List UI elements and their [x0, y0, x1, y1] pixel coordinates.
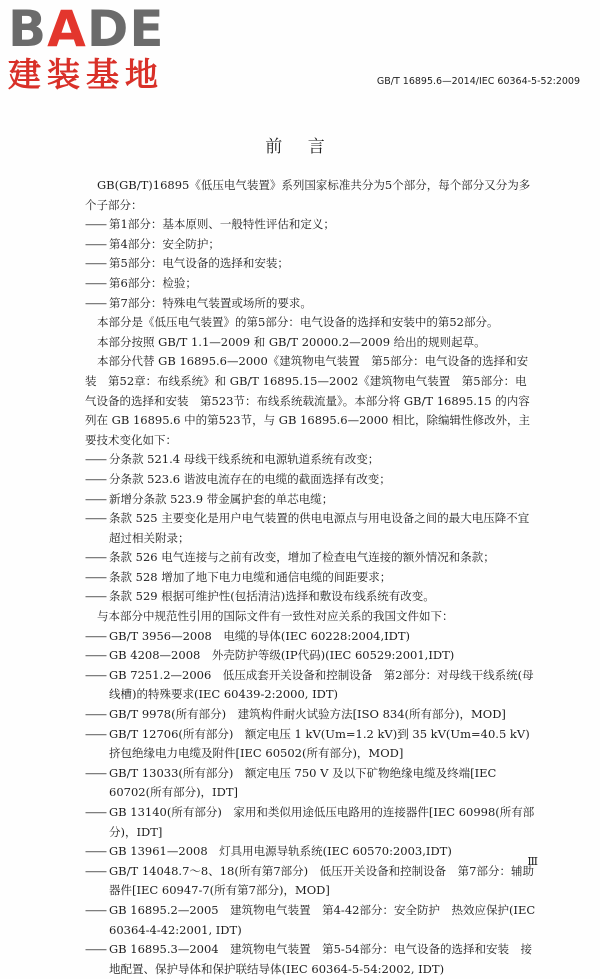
list-item: —— 条款 529 根据可维护性(包括清洁)选择和敷设布线系统有改变。	[85, 587, 537, 607]
list-item: —— GB/T 3956—2008 电缆的导体(IEC 60228:2004,IDT)	[85, 627, 537, 647]
logo-wordmark: BADE	[8, 0, 165, 58]
page-title: 前 言	[265, 137, 335, 157]
paragraph: 本部分代替 GB 16895.6—2000《建筑物电气装置 第5部分：电气设备的选择和安装 第52章：布线系统》和 GB/T 16895.15—2002《建筑物电气装置 第5部分：电气设备的选择和安装 第523节：布线系统载流量》。本部分将 GB/T 16895.15 的内容列在 GB 16895.6 中的第523节，与 GB 16895.6—2000 相比，除编辑性修改外，主要技术变化如下：	[85, 354, 531, 447]
list-item: —— 条款 525 主要变化是用户电气装置的供电电源点与用电设备之间的最大电压降不宜超过相关附录；	[85, 509, 537, 548]
foreword-body	[85, 176, 537, 979]
list-item: —— GB 16895.3—2004 建筑物电气装置 第5-54部分：电气设备的选择和安装 接地配置、保护导体和保护联结导体(IEC 60364-5-54:2002, IDT)	[85, 940, 537, 979]
page-number: Ⅲ	[527, 855, 538, 868]
list-item: —— 分条款 521.4 母线干线系统和电源轨道系统有改变；	[85, 450, 537, 470]
list-item: —— 第4部分：安全防护；	[85, 235, 537, 255]
paragraph: 与本部分中规范性引用的国际文件有一致性对应关系的我国文件如下：	[97, 609, 454, 624]
list-item: —— GB 13961—2008 灯具用电源导轨系统(IEC 60570:2003,IDT)	[85, 842, 537, 862]
list-item: —— 第6部分：检验；	[85, 274, 537, 294]
list-item: —— 第1部分：基本原则、一般特性评估和定义；	[85, 215, 537, 235]
list-item: —— 条款 526 电气连接与之前有改变，增加了检查电气连接的额外情况和条款；	[85, 548, 537, 568]
list-item: —— GB/T 9978(所有部分) 建筑构件耐火试验方法[ISO 834(所有部分)，MOD]	[85, 705, 537, 725]
list-item: —— GB/T 13033(所有部分) 额定电压 750 V 及以下矿物绝缘电缆及终端[IEC 60702(所有部分)，IDT]	[85, 764, 537, 803]
bade-logo	[8, 0, 165, 94]
list-item: —— 第5部分：电气设备的选择和安装；	[85, 254, 537, 274]
list-item: —— 条款 528 增加了地下电力电缆和通信电缆的间距要求；	[85, 568, 537, 588]
list-item: —— 分条款 523.6 谐波电流存在的电缆的截面选择有改变；	[85, 470, 537, 490]
logo-chinese-name: 建装基地	[8, 55, 164, 94]
list-item: —— GB/T 12706(所有部分) 额定电压 1 kV(Um=1.2 kV)到 35 kV(Um=40.5 kV)挤包绝缘电力电缆及附件[IEC 60502(所有部分)，MOD]	[85, 725, 537, 764]
paragraph: 本部分是《低压电气装置》的第5部分：电气设备的选择和安装中的第52部分。	[97, 315, 499, 330]
list-item: —— GB 16895.2—2005 建筑物电气装置 第4-42部分：安全防护 热效应保护(IEC 60364-4-42:2001, IDT)	[85, 901, 537, 940]
paragraph: GB(GB/T)16895《低压电气装置》系列国家标准共分为5个部分，每个部分又分为多个子部分：	[85, 178, 531, 212]
list-item: —— GB/T 14048.7～8、18(所有第7部分) 低压开关设备和控制设备 第7部分：辅助器件[IEC 60947-7(所有第7部分)，MOD]	[85, 862, 537, 901]
list-item: —— GB 4208—2008 外壳防护等级(IP代码)(IEC 60529:2001,IDT)	[85, 646, 537, 666]
list-item: —— GB 13140(所有部分) 家用和类似用途低压电路用的连接器件[IEC 60998(所有部分)，IDT]	[85, 803, 537, 842]
list-item: —— GB 7251.2—2006 低压成套开关设备和控制设备 第2部分：对母线干线系统(母线槽)的特殊要求(IEC 60439-2:2000, IDT)	[85, 666, 537, 705]
paragraph: 本部分按照 GB/T 1.1—2009 和 GB/T 20000.2—2009 给出的规则起草。	[97, 334, 486, 349]
list-item: —— 新增分条款 523.9 带金属护套的单芯电缆；	[85, 490, 537, 510]
list-item: —— 第7部分：特殊电气装置或场所的要求。	[85, 294, 537, 314]
standard-code: GB/T 16895.6—2014/IEC 60364-5-52:2009	[376, 76, 580, 87]
